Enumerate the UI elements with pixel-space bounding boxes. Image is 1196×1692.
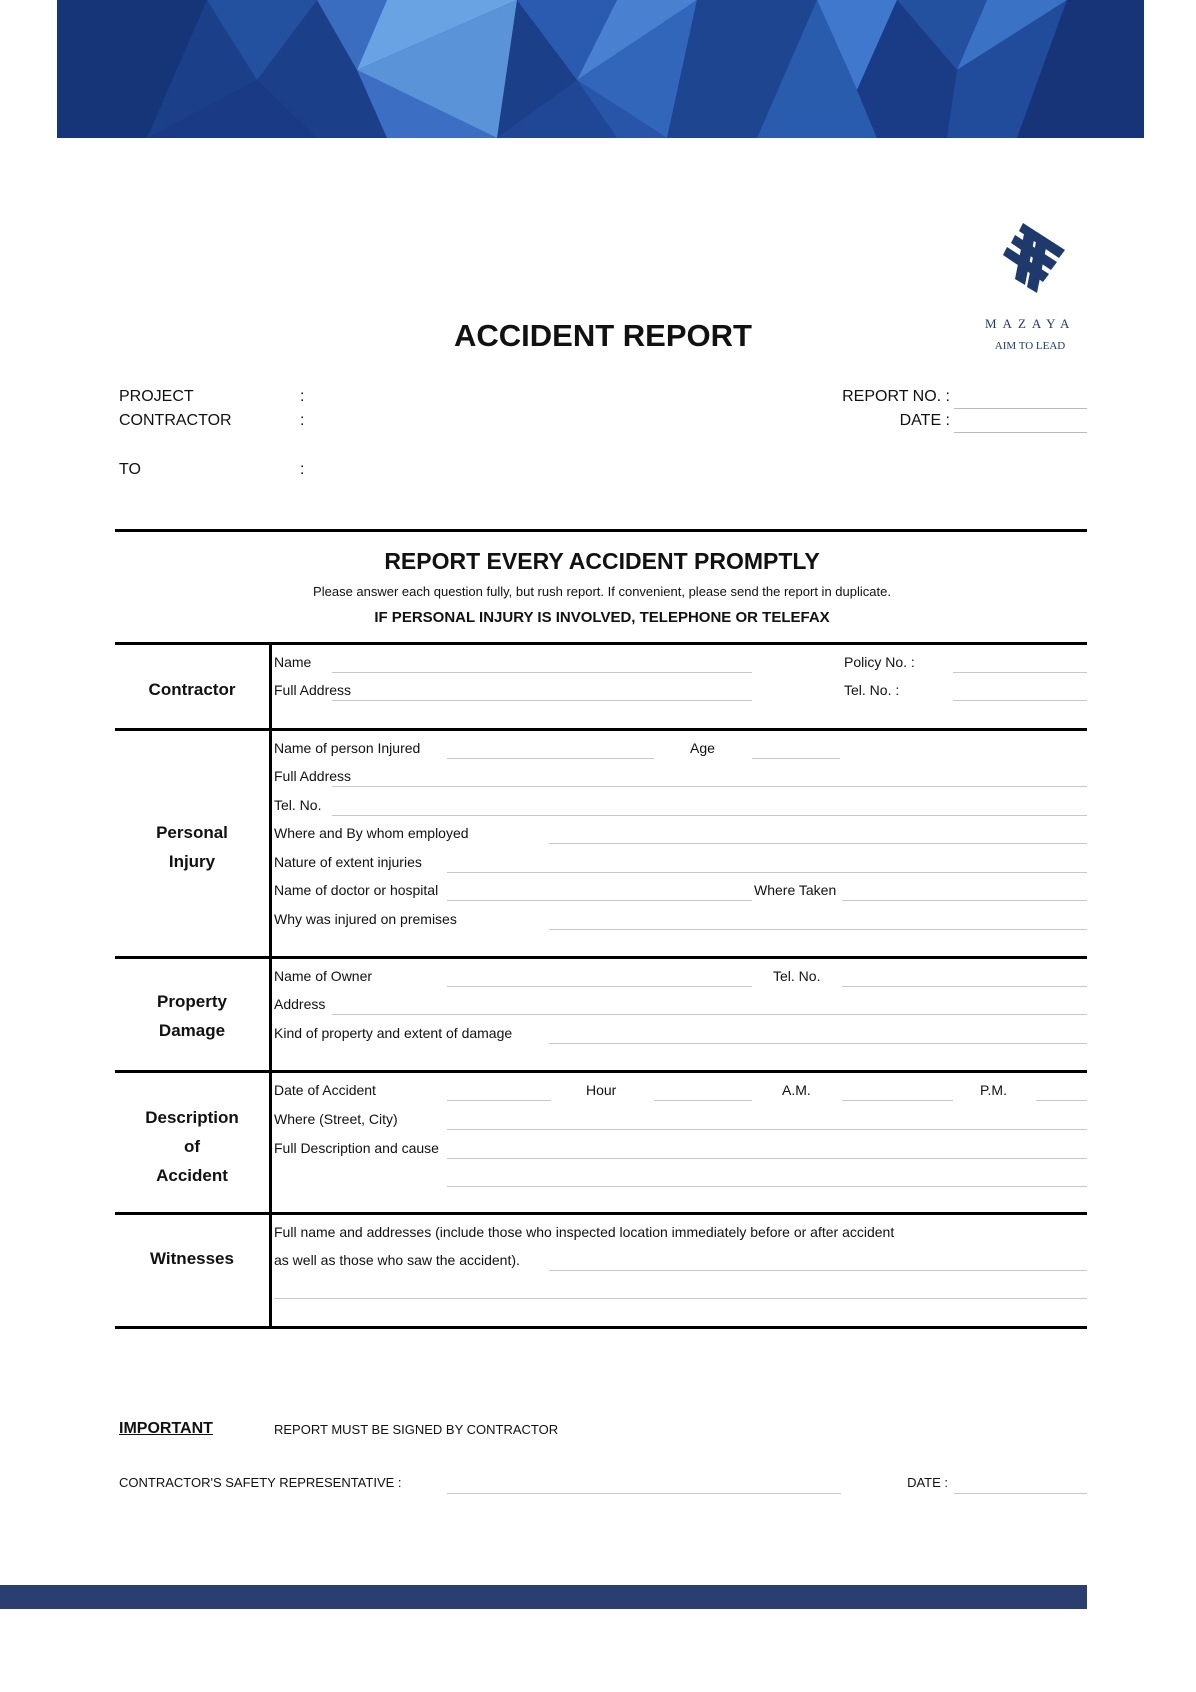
date-field[interactable] bbox=[954, 432, 1087, 433]
pm-label: P.M. bbox=[980, 1082, 1007, 1098]
contractor-tel-label: Tel. No. : bbox=[844, 682, 900, 698]
age-field[interactable] bbox=[752, 758, 840, 759]
important-label: IMPORTANT bbox=[119, 1420, 213, 1437]
witness-instructions-line2: as well as those who saw the accident). bbox=[274, 1252, 520, 1268]
accident-date-label: Date of Accident bbox=[274, 1082, 376, 1098]
project-colon: : bbox=[300, 388, 305, 405]
age-label: Age bbox=[690, 740, 715, 756]
where-taken-field[interactable] bbox=[842, 900, 1087, 901]
doctor-label: Name of doctor or hospital bbox=[274, 882, 439, 898]
section-divider bbox=[115, 1070, 1087, 1073]
witness-field[interactable] bbox=[549, 1270, 1087, 1271]
header-banner bbox=[57, 0, 1144, 138]
description-title-line3: Accident bbox=[156, 1166, 228, 1185]
section-divider bbox=[115, 1326, 1087, 1329]
section-divider bbox=[115, 642, 1087, 645]
injury-title-line1: Personal bbox=[156, 823, 228, 842]
injury-note: IF PERSONAL INJURY IS INVOLVED, TELEPHONE OR TELEFAX bbox=[374, 609, 830, 626]
contractor-tel-field[interactable] bbox=[953, 700, 1087, 701]
contractor-address-field[interactable] bbox=[332, 700, 752, 701]
policy-no-field[interactable] bbox=[953, 672, 1087, 673]
must-sign-note: REPORT MUST BE SIGNED BY CONTRACTOR bbox=[274, 1422, 559, 1437]
safety-rep-label: CONTRACTOR'S SAFETY REPRESENTATIVE : bbox=[119, 1475, 402, 1490]
damage-kind-field[interactable] bbox=[549, 1043, 1087, 1044]
description-title-line1: Description bbox=[145, 1108, 239, 1127]
why-field[interactable] bbox=[549, 929, 1087, 930]
witness-field-2[interactable] bbox=[274, 1298, 1087, 1299]
instructions-note: Please answer each question fully, but rush report. If convenient, please send the report in duplicate. bbox=[313, 584, 891, 599]
pm-field[interactable] bbox=[1036, 1100, 1087, 1101]
full-description-label: Full Description and cause bbox=[274, 1140, 439, 1156]
footer-date-field[interactable] bbox=[954, 1493, 1087, 1494]
property-title-line2: Damage bbox=[158, 1021, 226, 1040]
instructions-heading: REPORT EVERY ACCIDENT PROMPTLY bbox=[384, 548, 820, 574]
owner-field[interactable] bbox=[447, 986, 752, 987]
hour-field[interactable] bbox=[654, 1100, 752, 1101]
damage-kind-label: Kind of property and extent of damage bbox=[274, 1025, 513, 1041]
contractor-address-label: Full Address bbox=[274, 682, 352, 698]
witness-instructions-line1: Full name and addresses (include those who inspected location immediately before or after accident bbox=[274, 1224, 895, 1240]
full-description-field[interactable] bbox=[447, 1158, 1087, 1159]
injury-title-line2: Injury bbox=[168, 852, 216, 871]
am-field[interactable] bbox=[842, 1100, 953, 1101]
footer-date-label: DATE : bbox=[907, 1475, 948, 1490]
logo-word: MAZAYA bbox=[985, 316, 1076, 331]
injured-name-label: Name of person Injured bbox=[274, 740, 421, 756]
project-label: PROJECT bbox=[119, 388, 194, 405]
date-label: DATE : bbox=[899, 412, 950, 429]
where-label: Where (Street, City) bbox=[274, 1111, 398, 1127]
description-title-line2: of bbox=[183, 1137, 201, 1156]
page-title: ACCIDENT REPORT bbox=[454, 318, 752, 353]
injury-section-title bbox=[115, 818, 269, 876]
nature-field[interactable] bbox=[447, 872, 1087, 873]
doctor-field[interactable] bbox=[447, 900, 752, 901]
property-address-field[interactable] bbox=[332, 1014, 1087, 1015]
owner-label: Name of Owner bbox=[274, 968, 373, 984]
employed-label: Where and By whom employed bbox=[274, 825, 469, 841]
mazaya-logo-icon bbox=[985, 215, 1075, 305]
to-label: TO bbox=[119, 461, 141, 478]
safety-rep-field[interactable] bbox=[447, 1493, 841, 1494]
contractor-colon: : bbox=[300, 412, 305, 429]
accident-date-field[interactable] bbox=[447, 1100, 551, 1101]
logo-tagline: AIM TO LEAD bbox=[994, 340, 1066, 352]
contractor-label: CONTRACTOR bbox=[119, 412, 232, 429]
am-label: A.M. bbox=[782, 1082, 811, 1098]
injured-tel-label: Tel. No. bbox=[274, 797, 322, 813]
report-no-field[interactable] bbox=[954, 408, 1087, 409]
property-section-title bbox=[115, 987, 269, 1045]
where-taken-label: Where Taken bbox=[754, 882, 837, 898]
owner-tel-label: Tel. No. bbox=[773, 968, 821, 984]
where-field[interactable] bbox=[447, 1129, 1087, 1130]
footer-bar bbox=[0, 1585, 1087, 1609]
employed-field[interactable] bbox=[549, 843, 1087, 844]
column-divider bbox=[269, 642, 272, 1329]
report-no-label: REPORT NO. : bbox=[842, 388, 950, 405]
property-title-line1: Property bbox=[157, 992, 227, 1011]
to-colon: : bbox=[300, 461, 305, 478]
owner-tel-field[interactable] bbox=[842, 986, 1087, 987]
full-description-field-2[interactable] bbox=[447, 1186, 1087, 1187]
witnesses-section-title: Witnesses bbox=[150, 1249, 234, 1268]
section-divider bbox=[115, 1212, 1087, 1215]
section-divider bbox=[115, 956, 1087, 959]
section-divider bbox=[115, 728, 1087, 731]
injured-address-field[interactable] bbox=[332, 786, 1087, 787]
injured-name-field[interactable] bbox=[447, 758, 654, 759]
property-address-label: Address bbox=[274, 996, 326, 1012]
contractor-name-field[interactable] bbox=[332, 672, 752, 673]
nature-label: Nature of extent injuries bbox=[274, 854, 422, 870]
policy-no-label: Policy No. : bbox=[844, 654, 915, 670]
injured-address-label: Full Address bbox=[274, 768, 352, 784]
contractor-section-title: Contractor bbox=[148, 680, 236, 699]
contractor-name-label: Name bbox=[274, 654, 312, 670]
injured-tel-field[interactable] bbox=[332, 815, 1087, 816]
divider bbox=[115, 529, 1087, 532]
hour-label: Hour bbox=[586, 1082, 617, 1098]
description-section-title bbox=[115, 1103, 269, 1190]
why-label: Why was injured on premises bbox=[274, 911, 457, 927]
